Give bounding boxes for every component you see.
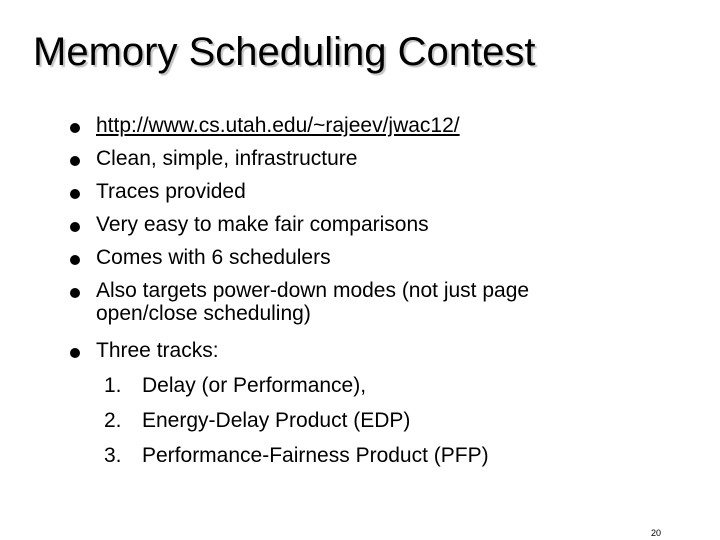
bullet-dot-icon [70, 222, 80, 232]
bullet-text: Also targets power-down modes (not just page open/close scheduling) [96, 279, 530, 325]
page-number: 20 [651, 528, 662, 538]
bullet-text: Three tracks: [96, 339, 219, 362]
slide-title: Memory Scheduling Contest [33, 30, 536, 74]
track-text: Performance-Fairness Product (PFP) [142, 444, 489, 467]
track-text: Energy-Delay Product (EDP) [142, 409, 411, 432]
bullet-dot-icon [70, 123, 80, 133]
track-text: Delay (or Performance), [142, 374, 367, 397]
bullet-text: Traces provided [96, 180, 246, 203]
bullet-text: Very easy to make fair comparisons [96, 213, 429, 236]
bullet-dot-icon [70, 255, 80, 265]
bullet-text: Clean, simple, infrastructure [96, 147, 358, 170]
jwac-link[interactable]: http://www.cs.utah.edu/~rajeev/jwac12/ [96, 114, 460, 137]
bullet-text: Comes with 6 schedulers [96, 246, 331, 269]
item-number: 2. [104, 409, 122, 432]
item-number: 3. [104, 444, 122, 467]
bullet-dot-icon [70, 348, 80, 358]
item-number: 1. [104, 374, 122, 397]
bullet-dot-icon [70, 156, 80, 166]
bullet-dot-icon [70, 189, 80, 199]
bullet-dot-icon [70, 288, 80, 298]
